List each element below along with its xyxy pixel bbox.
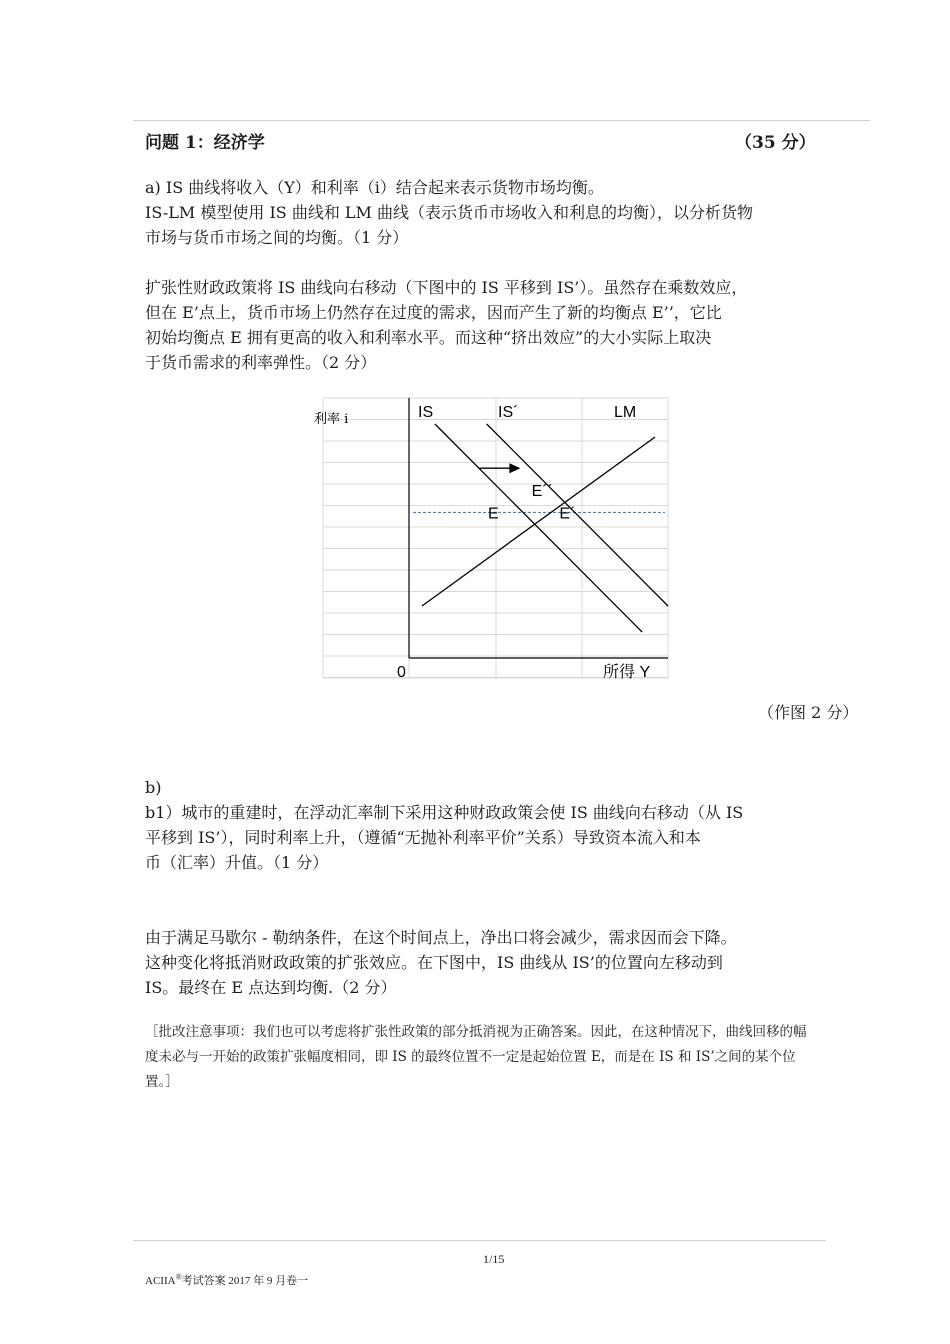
text-line: 扩张性财政政策将 IS 曲线向右移动（下图中的 IS 平移到 IS’）。虽然存在乘数效应，: [145, 278, 748, 297]
curve-label-lm: LM: [614, 404, 637, 421]
text-line: 平移到 IS’），同时利率上升，（遵循“无抛补利率平价”关系）导致资本流入和本: [145, 828, 701, 847]
note-line: 置。］: [145, 1074, 179, 1090]
note-line: ［批改注意事项：我们也可以考虑将扩张性政策的部分抵消视为正确答案。因此，在这种情况下，曲线回移的幅: [145, 1024, 807, 1040]
section-a-paragraph-1: [145, 175, 753, 250]
text-line: 市场与货币市场之间的均衡。（1 分）: [145, 228, 409, 247]
curve-label-is-prime: IS´: [498, 404, 519, 421]
page-number: 1/15: [483, 1252, 505, 1266]
y-axis-label: 利率 i: [314, 412, 349, 427]
text-line: b1）城市的重建时，在浮动汇率制下采用这种财政政策会使 IS 曲线向右移动（从 IS: [145, 803, 744, 822]
question-points: （35 分）: [735, 133, 816, 153]
grading-note: [145, 1020, 807, 1095]
origin-label: 0: [397, 664, 406, 681]
text-line: IS。最终在 E 点达到均衡.（2 分）: [145, 978, 397, 997]
footer-registered-mark: ®: [175, 1272, 182, 1282]
footer-text: [145, 1272, 308, 1288]
section-b-paragraph-2: [145, 925, 737, 1000]
text-line: 这种变化将抵消财政政策的扩张效应。在下图中，IS 曲线从 IS’的位置向左移动到: [145, 953, 723, 972]
figure-caption: （作图 2 分）: [758, 703, 859, 722]
point-label-e-prime-prime: E´´: [531, 482, 554, 500]
section-b-label: b): [145, 778, 162, 797]
text-line: a) IS 曲线将收入（Y）和利率（i）结合起来表示货物市场均衡。: [145, 178, 604, 197]
footer-brand: ACIIA: [145, 1275, 176, 1287]
text-line: 币（汇率）升值。（1 分）: [145, 853, 329, 872]
section-b1-paragraph: [145, 800, 743, 875]
is-lm-chart: [300, 392, 680, 684]
bottom-rule: [133, 1240, 826, 1241]
text-line: 由于满足马歇尔 - 勒纳条件，在这个时间点上，净出口将会减少，需求因而会下降。: [145, 928, 737, 947]
text-line: IS-LM 模型使用 IS 曲线和 LM 曲线（表示货币市场收入和利息的均衡），以分析货物: [145, 203, 754, 222]
text-line: 初始均衡点 E 拥有更高的收入和利率水平。而这种“挤出效应”的大小实际上取决: [145, 328, 712, 347]
x-axis-label: 所得 Y: [603, 664, 651, 681]
text-line: 但在 E’点上，货币市场上仍然存在过度的需求，因而产生了新的均衡点 E’’，它比: [145, 303, 722, 322]
question-title: 问题 1：经济学: [145, 133, 265, 153]
section-a-paragraph-2: [145, 275, 747, 375]
point-label-e: E: [487, 505, 499, 523]
footer-description: 考试答案 2017 年 9 月卷一: [181, 1275, 309, 1287]
point-label-e-prime: E´: [559, 505, 576, 523]
curve-label-is: IS: [418, 404, 434, 421]
note-line: 度未必与一开始的政策扩张幅度相同，即 IS 的最终位置不一定是起始位置 E，而是在 IS 和 IS’之间的某个位: [145, 1049, 796, 1065]
text-line: 于货币需求的利率弹性。（2 分）: [145, 353, 377, 372]
top-rule: [133, 120, 870, 121]
